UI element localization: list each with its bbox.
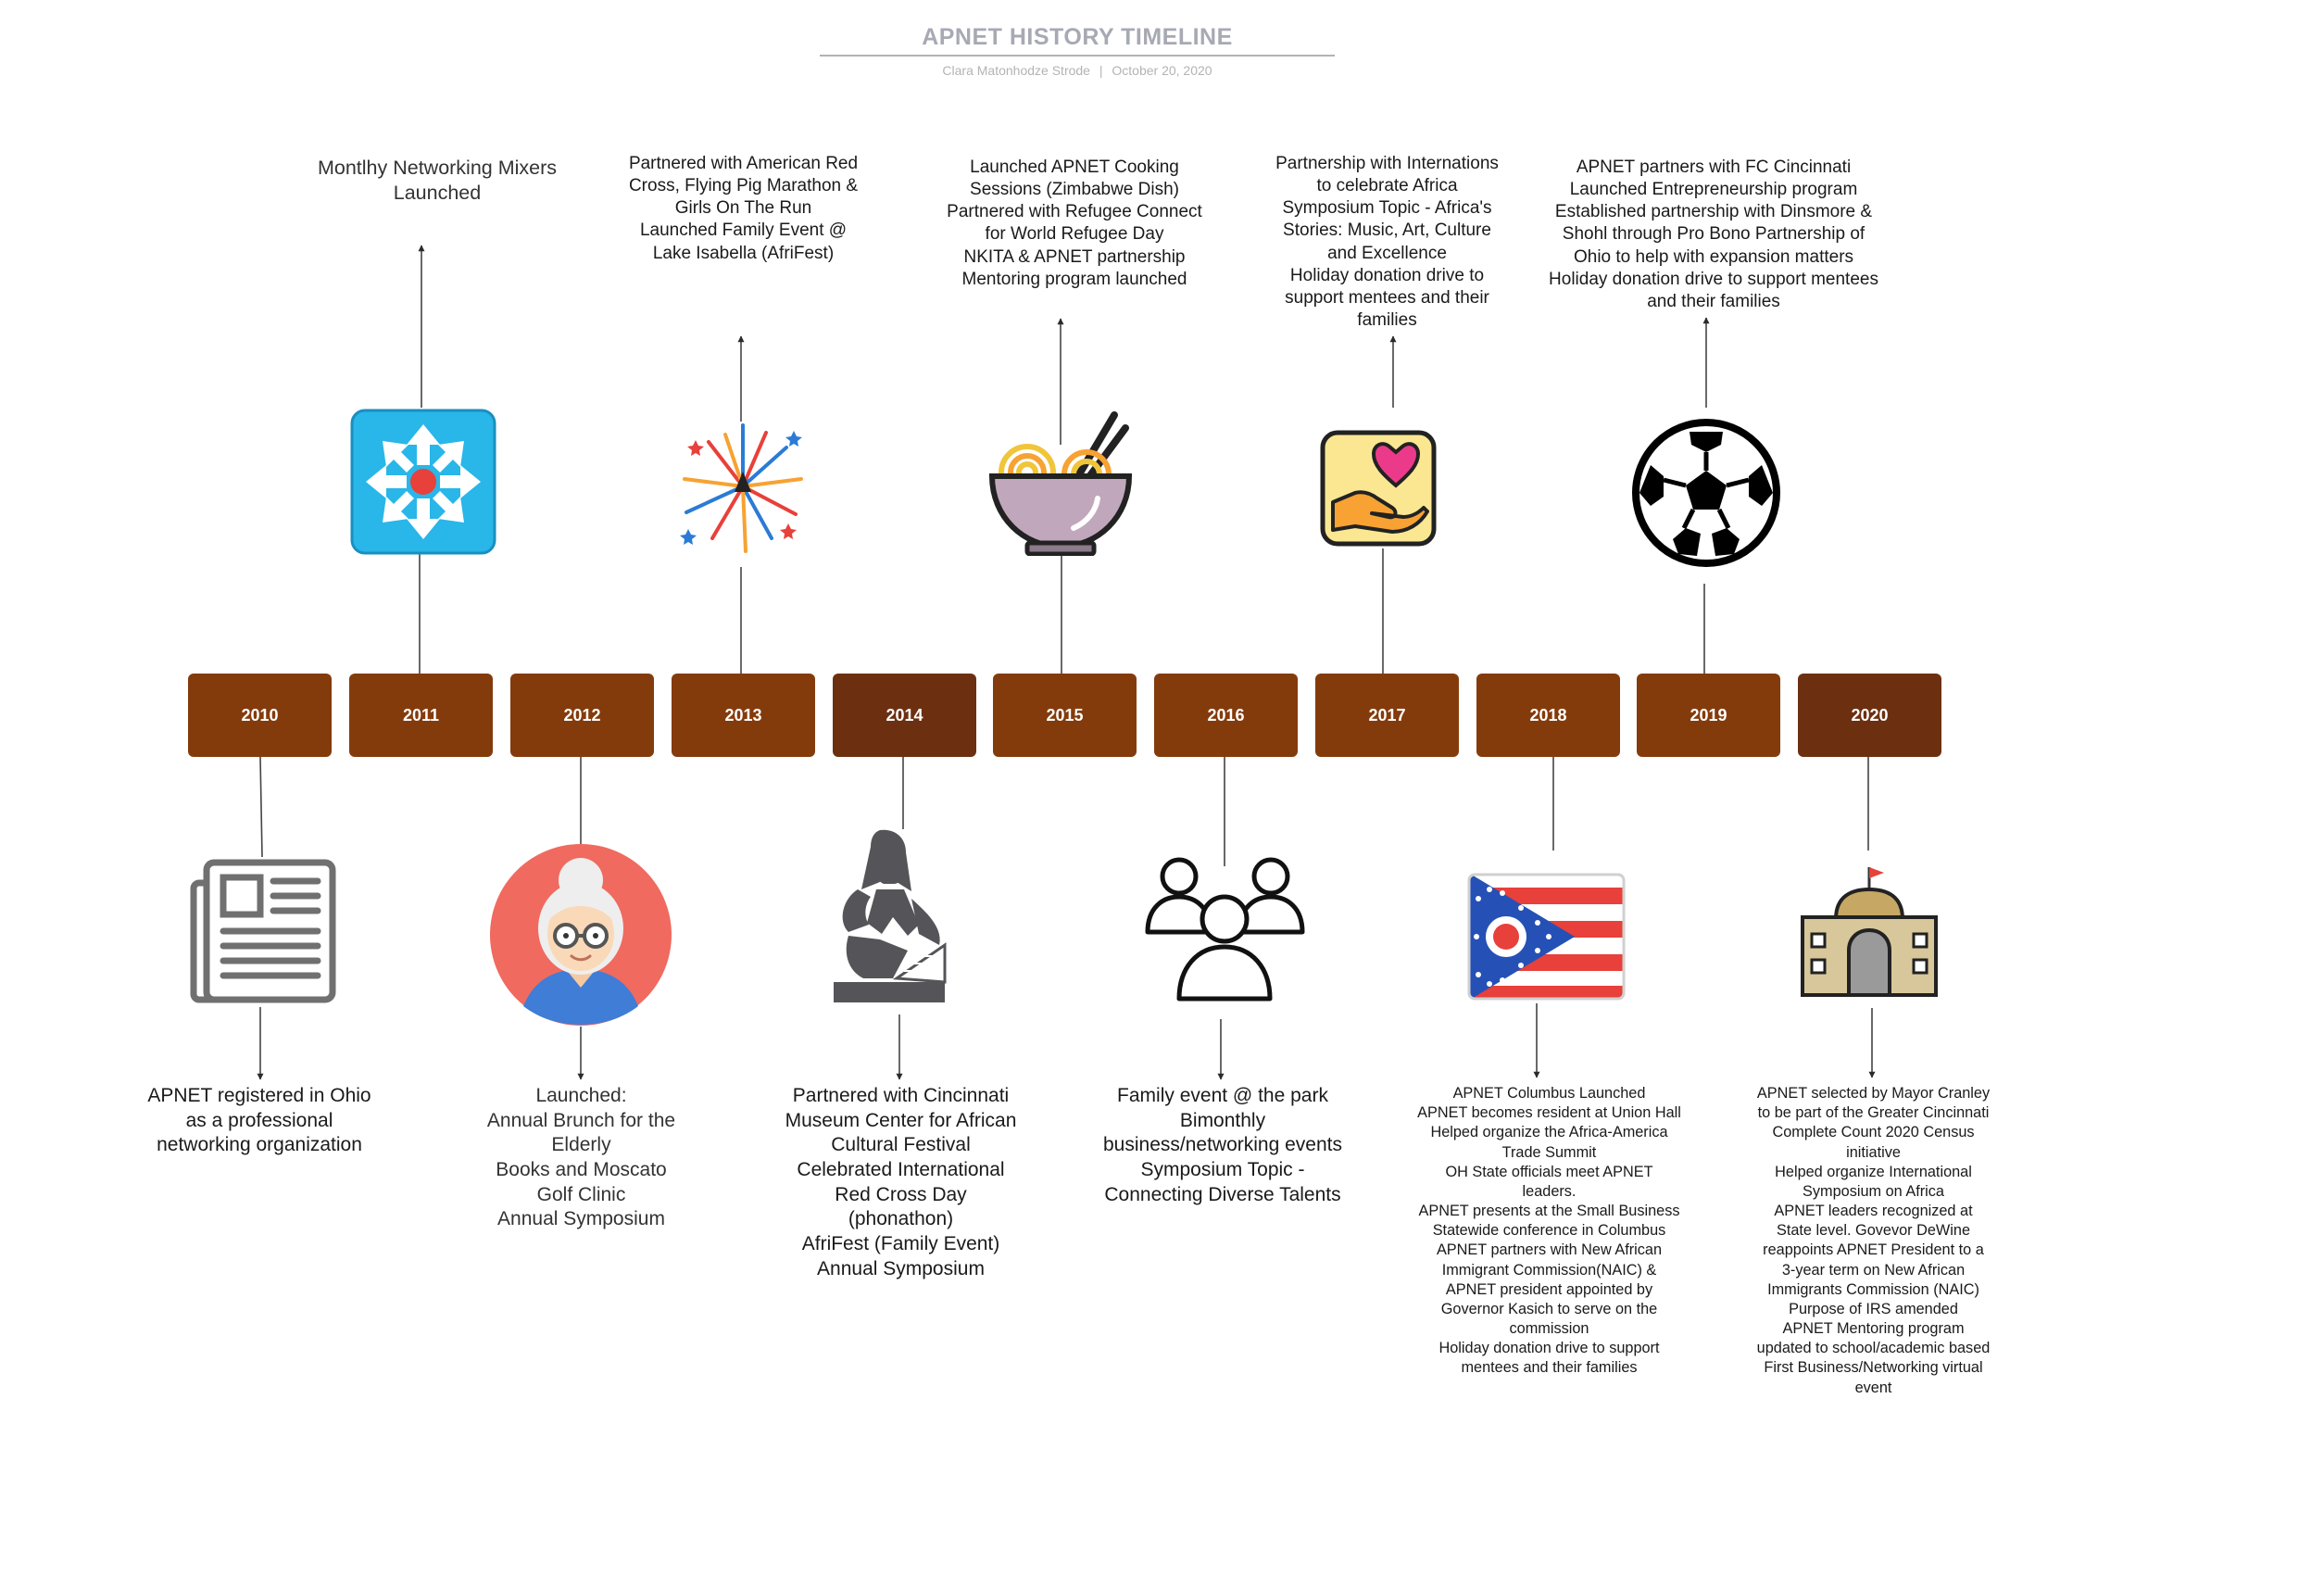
year-box-2015 xyxy=(993,674,1137,757)
year-label: 2017 xyxy=(1368,705,1406,724)
event-text-2012: Launched: Annual Brunch for the Elderly Books and Moscato Golf Clinic Annual Symposium xyxy=(486,1085,676,1230)
year-label: 2019 xyxy=(1690,705,1727,724)
event-text-2020: APNET selected by Mayor Cranley to be part of the Greater Cincinnati Complete Count 2020 Census initiative Helped organize International Symposium on Africa APNET leaders recognized at State level. Govevor DeWine reappoints APNET President to a 3-year term on New African Immigrants Commission (NAIC) Purpose of IRS amended APNET Mentoring program updated to school/academic based First Business/Networking virtual event xyxy=(1756,1085,1991,1396)
event-text-2014: Partnered with Cincinnati Museum Center for African Cultural Festival Celebrated International Red Cross Day (phonathon) AfriFest (Family Event) Annual Symposium xyxy=(785,1085,1017,1279)
egyptian-statue-icon xyxy=(815,825,963,1010)
page-title: APNET HISTORY TIMELINE xyxy=(922,24,1233,50)
people-group-icon xyxy=(1144,852,1306,1005)
year-label: 2020 xyxy=(1851,705,1889,724)
grandmother-icon xyxy=(488,843,673,1027)
fireworks-icon xyxy=(672,414,815,562)
newspaper-icon xyxy=(186,857,339,1007)
event-text-2015: Launched APNET Cooking Sessions (Zimbabwe Dish) Partnered with Refugee Connect for World Refugee Day NKITA & APNET partnership Mentoring program launched xyxy=(947,158,1202,289)
year-box-2020 xyxy=(1798,674,1941,757)
year-label: 2015 xyxy=(1046,705,1084,724)
event-text-2017: Partnership with Internations to celebrate Africa Symposium Topic - Africa's Stories: Music, Art, Culture and Excellence Holiday donation drive to support mentees and their families xyxy=(1275,154,1499,330)
building-icon xyxy=(1795,862,1943,1001)
noodle-bowl-icon xyxy=(986,408,1135,556)
subtitle-date: October 20, 2020 xyxy=(1112,63,1212,78)
ohio-flag-icon xyxy=(1465,871,1627,1002)
year-box-2010 xyxy=(188,674,332,757)
year-box-2011 xyxy=(349,674,493,757)
year-label: 2016 xyxy=(1207,705,1245,724)
event-text-2016: Family event @ the park Bimonthly business/networking events Symposium Topic - Connecting Diverse Talents xyxy=(1103,1085,1342,1205)
heart-in-hand-icon xyxy=(1318,428,1438,548)
connector-2010 xyxy=(260,757,262,857)
event-text-2018: APNET Columbus Launched APNET becomes resident at Union Hall Helped organize the Africa-America Trade Summit OH State officials meet APNET leaders. APNET presents at the Small Business Statewide conference in Columbus APNET partners with New African Immigrant Commission(NAIC) & APNET president appointed by Governor Kasich to serve on the commission Holiday donation drive to support mentees and their families xyxy=(1417,1085,1681,1377)
year-box-2014 xyxy=(833,674,976,757)
event-text-2013: Partnered with American Red Cross, Flying Pig Marathon & Girls On The Run Launched Family Event @ Lake Isabella (AfriFest) xyxy=(628,154,859,263)
subtitle-separator: | xyxy=(1099,63,1103,78)
year-label: 2018 xyxy=(1529,705,1567,724)
event-text-2010: APNET registered in Ohio as a professional networking organization xyxy=(147,1085,371,1156)
year-label: 2010 xyxy=(241,705,279,724)
year-label: 2014 xyxy=(886,705,923,724)
event-text-2011: Montlhy Networking Mixers Launched xyxy=(317,157,558,205)
year-box-2013 xyxy=(672,674,815,757)
year-label: 2011 xyxy=(402,705,440,724)
network-hub-icon xyxy=(349,408,497,556)
year-box-2019 xyxy=(1637,674,1780,757)
year-label: 2013 xyxy=(724,705,762,724)
year-label: 2012 xyxy=(563,705,601,724)
year-box-2018 xyxy=(1476,674,1620,757)
soccer-ball-icon xyxy=(1632,419,1780,567)
year-box-2017 xyxy=(1315,674,1459,757)
year-box-2012 xyxy=(510,674,654,757)
year-box-2016 xyxy=(1154,674,1298,757)
event-text-2019: APNET partners with FC Cincinnati Launched Entrepreneurship program Established partnership with Dinsmore & Shohl through Pro Bono Partnership of Ohio to help with expansion matters Holiday donation drive to support mentees and their families xyxy=(1549,158,1878,311)
author-name: Clara Matonhodze Strode xyxy=(942,63,1090,78)
